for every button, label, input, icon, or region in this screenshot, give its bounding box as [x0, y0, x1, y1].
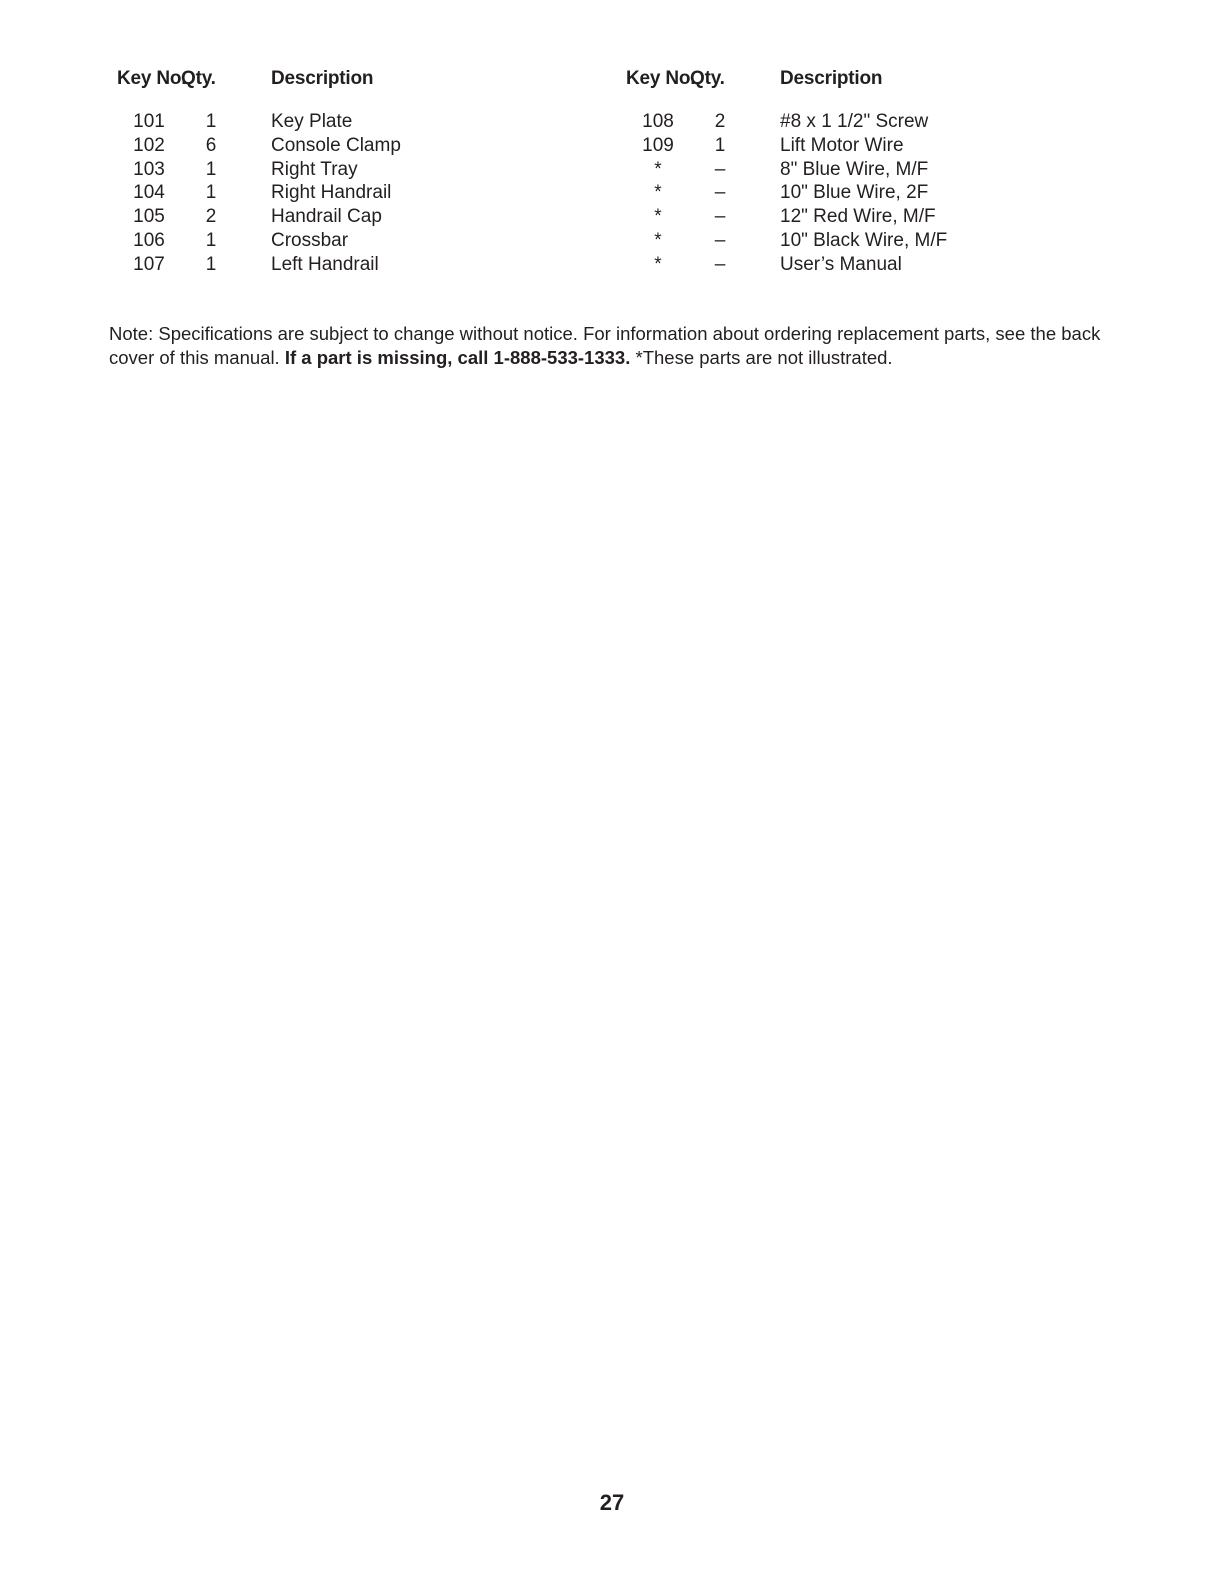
qty: –	[714, 158, 726, 180]
specifications-note	[109, 322, 1119, 370]
key-no: 104	[133, 182, 165, 204]
description: 10" Black Wire, M/F	[780, 229, 948, 251]
description: 10" Blue Wire, 2F	[780, 182, 929, 204]
table-row	[626, 110, 1006, 134]
key-no: 102	[133, 134, 165, 156]
table-row	[626, 205, 1006, 229]
qty: 1	[205, 111, 217, 132]
table-row	[117, 134, 537, 158]
description: Key Plate	[271, 111, 353, 132]
table-row	[117, 181, 537, 205]
table-row	[117, 158, 537, 182]
description: Lift Motor Wire	[780, 134, 904, 156]
not-illustrated-note: *These parts are not illustrated.	[630, 346, 893, 368]
table-row	[626, 253, 1006, 277]
header-qty: Qty.	[690, 68, 725, 89]
key-no: 107	[133, 253, 165, 275]
table-header	[626, 68, 1006, 94]
header-description: Description	[780, 68, 883, 89]
qty: –	[714, 206, 726, 228]
qty: 2	[714, 111, 726, 132]
table-row	[117, 229, 537, 253]
header-key-no: Key No.	[117, 68, 187, 89]
description: Console Clamp	[271, 134, 401, 156]
key-no: *	[654, 253, 662, 275]
qty: 6	[205, 134, 217, 156]
table-row	[117, 205, 537, 229]
description: User’s Manual	[780, 253, 902, 275]
qty: –	[714, 229, 726, 251]
missing-part-phone-note: If a part is missing, call 1-888-533-1333.	[284, 346, 631, 368]
key-no: *	[654, 229, 662, 251]
key-no: 105	[133, 206, 165, 228]
key-no: 103	[133, 158, 165, 180]
description: Handrail Cap	[271, 206, 382, 228]
page-number: 27	[599, 1490, 625, 1515]
table-row	[117, 253, 537, 277]
parts-list-right	[626, 68, 1006, 277]
table-row	[626, 229, 1006, 253]
table-row	[626, 158, 1006, 182]
key-no: *	[654, 158, 662, 180]
key-no: 106	[133, 229, 165, 251]
qty: –	[714, 253, 726, 275]
header-qty: Qty.	[181, 68, 216, 89]
qty: 1	[714, 134, 726, 156]
key-no: *	[654, 206, 662, 228]
key-no: 101	[133, 111, 165, 132]
description: Left Handrail	[271, 253, 379, 275]
parts-list-left	[117, 68, 537, 277]
qty: –	[714, 182, 726, 204]
key-no: 109	[642, 134, 674, 156]
table-row	[626, 181, 1006, 205]
header-description: Description	[271, 68, 374, 89]
qty: 2	[205, 206, 217, 228]
qty: 1	[205, 253, 217, 275]
table-row	[117, 110, 537, 134]
table-row	[626, 134, 1006, 158]
description: Right Tray	[271, 158, 358, 180]
key-no: 108	[642, 111, 674, 132]
description: #8 x 1 1/2" Screw	[780, 111, 929, 132]
description: 8" Blue Wire, M/F	[780, 158, 929, 180]
key-no: *	[654, 182, 662, 204]
qty: 1	[205, 158, 217, 180]
qty: 1	[205, 182, 217, 204]
description: Right Handrail	[271, 182, 392, 204]
table-header	[117, 68, 537, 94]
note-text: Note: Specifications are subject to change without notice. For information about ordering replacement parts, see the back cover of this manual.	[109, 322, 1101, 368]
qty: 1	[205, 229, 217, 251]
description: 12" Red Wire, M/F	[780, 206, 936, 228]
description: Crossbar	[271, 229, 349, 251]
header-key-no: Key No.	[626, 68, 696, 89]
